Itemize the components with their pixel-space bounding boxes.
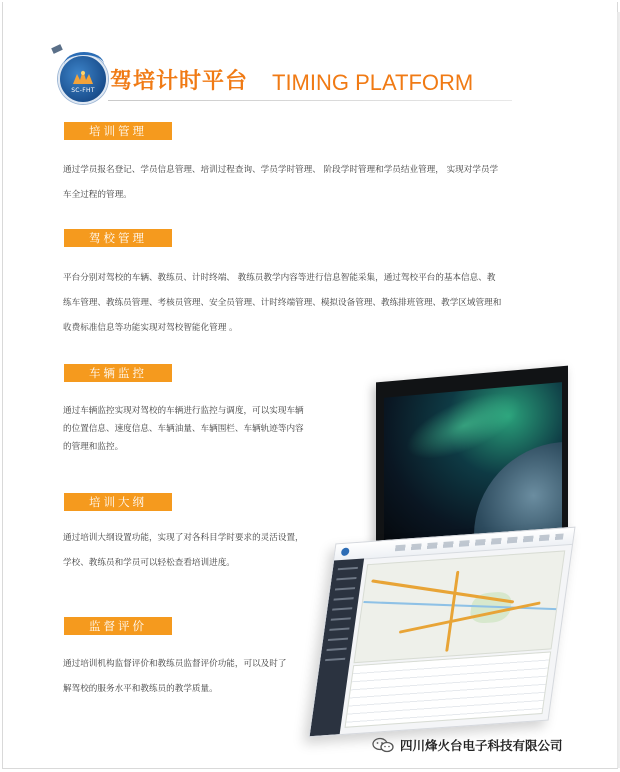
section-label-vehicle-monitoring: 车辆监控	[64, 364, 172, 382]
logo-text: SC-FHT	[71, 87, 95, 94]
section-label-training-management: 培训管理	[64, 122, 172, 140]
text-line: 通过培训大纲设置功能，实现了对各科目学时要求的灵活设置，	[63, 533, 304, 543]
app-logo-icon	[341, 547, 350, 556]
header-divider	[108, 100, 512, 101]
space-wallpaper	[384, 382, 562, 546]
section-text-training-outline	[63, 526, 304, 576]
text-line: 通过学员报名登记、学员信息管理、培训过程查询、学员学时管理、 阶段学时管理和学员结业管理， 实现对学员学	[63, 165, 499, 175]
laptop-lid	[376, 366, 568, 553]
platform-screenshot	[309, 527, 576, 738]
footer-watermark	[372, 735, 563, 755]
header	[58, 42, 478, 108]
section-label-training-outline: 培训大纲	[64, 493, 172, 511]
text-line: 平台分别对驾校的车辆、教练员、计时终端、 教练员教学内容等进行信息智能采集，通过驾校平台的基本信息、教	[63, 273, 496, 283]
section-label-supervision-evaluation: 监督评价	[64, 617, 172, 635]
text-line: 练车管理、教练员管理、考核员管理、安全员管理、计时终端管理、模拟设备管理、教练排班管理、教学区域管理和	[63, 298, 502, 308]
section-label-school-management: 驾校管理	[64, 229, 172, 247]
section-text-supervision-evaluation	[63, 652, 286, 702]
page-title-en: TIMING PLATFORM	[272, 70, 474, 95]
text-line: 通过培训机构监督评价和教练员监督评价功能，可以及时了	[63, 659, 287, 669]
text-line: 收费标准信息等功能实现对驾校智能化管理 。	[63, 323, 238, 333]
laptop-illustration	[322, 368, 572, 732]
text-line: 的管理和监控。	[63, 442, 124, 452]
map-view	[353, 550, 565, 663]
text-line: 学校、教练员和学员可以轻松查看培训进度。	[63, 558, 235, 568]
text-line: 车全过程的管理。	[63, 190, 132, 200]
company-name: 四川烽火台电子科技有限公司	[400, 738, 563, 753]
wechat-icon	[372, 737, 394, 753]
page-title-cn: 驾培计时平台	[110, 69, 249, 94]
text-line: 解驾校的服务水平和教练员的教学质量。	[63, 684, 218, 694]
logo-emblem-icon	[58, 54, 108, 104]
text-line: 通过车辆监控实现对驾校的车辆进行监控与调度，可以实现车辆	[63, 406, 304, 416]
section-text-training-management	[63, 158, 498, 208]
section-text-school-management	[63, 266, 501, 341]
data-table	[344, 651, 551, 727]
text-line: 的位置信息、速度信息、车辆油量、车辆围栏、车辆轨迹等内容	[63, 424, 304, 434]
section-text-vehicle-monitoring	[63, 402, 304, 456]
